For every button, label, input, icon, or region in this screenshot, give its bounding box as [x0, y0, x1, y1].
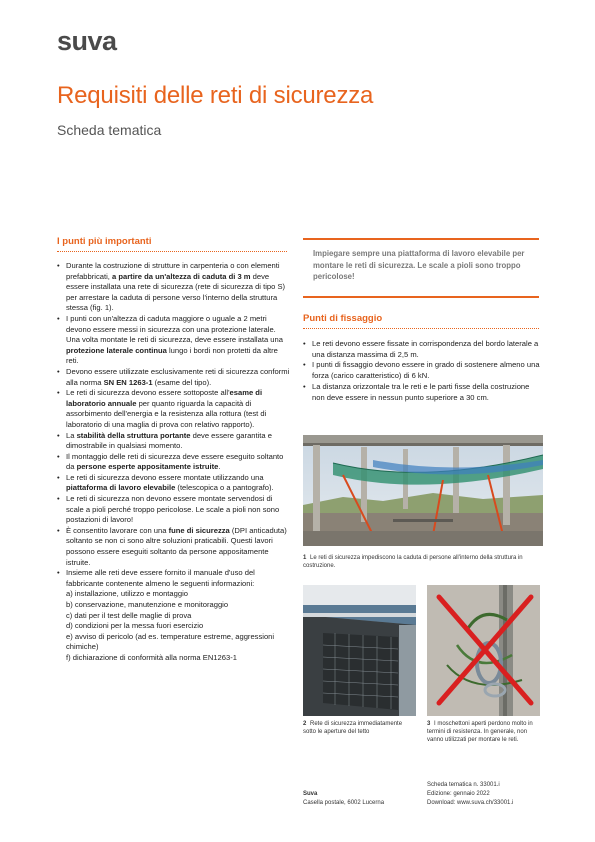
section-divider — [57, 251, 287, 252]
key-points-heading: I punti più importanti — [57, 236, 152, 247]
list-item: • Insieme alle reti deve essere fornito il manuale d'uso del fabbricante contenente almeno le seguenti informazioni: — [57, 568, 290, 589]
key-points-list — [57, 261, 290, 664]
sub-list-item: a) installazione, utilizzo e montaggio — [66, 589, 188, 599]
sub-list-item: d) condizioni per la messa fuori esercizio — [66, 621, 204, 631]
sub-list-item: b) conservazione, manutenzione e monitoraggio — [66, 600, 229, 609]
sub-list-item: e) avviso di pericolo (ad es. temperature estreme, aggressioni chimiche) — [66, 631, 275, 652]
list-item: • La distanza orizzontale tra le reti e le parti fisse della costruzione non deve essere in nessun punto superiore a 30 cm. — [303, 382, 543, 403]
list-item: • Durante la costruzione di strutture in carpenteria o con elementi prefabbricati, a partire da un'altezza di caduta di 3 m deve essere installata una rete di sicurezza (rete di sicurezza di tipo S) per arrestare la caduta di persone verso l'interno della struttura stessa (fig. 1). — [57, 261, 290, 314]
list-item: • Le reti di sicurezza non devono essere montate servendosi di scale a pioli perché troppo pericolose. Le scale a pioli non sono postazioni di lavoro! — [57, 494, 290, 526]
section-divider — [303, 328, 539, 329]
list-item: • La stabilità della struttura portante deve essere garantita e dimostrabile in qualsiasi momento. — [57, 431, 290, 452]
list-item: • Il montaggio delle reti di sicurezza deve essere eseguito soltanto da persone esperte appositamente istruite. — [57, 452, 290, 473]
list-item: • Le reti di sicurezza devono essere sottoposte all'esame di laboratorio annuale per quanto riguarda la capacità di assorbimento dell'energia e la resistenza alla rottura (test di laboratorio di una maglia di prova con relativo rapporto). — [57, 388, 290, 430]
figure-2-caption: 2 Rete di sicurezza immediatamente sotto le aperture del tetto — [303, 721, 403, 735]
carabiner-photo — [427, 585, 540, 716]
list-item: • I punti di fissaggio devono essere in grado di sostenere almeno una forza (carico caratteristico) di 6 kN. — [303, 360, 543, 381]
download-link[interactable]: Download: www.suva.ch/33001.i — [427, 800, 514, 806]
footer-postal: Casella postale, 6002 Lucerna — [303, 800, 385, 806]
footer-doc-info — [427, 781, 513, 808]
footer-address — [303, 790, 384, 808]
sub-list-item: c) dati per il test delle maglie di prova — [66, 610, 192, 620]
list-item: • Le reti di sicurezza devono essere montate utilizzando una piattaforma di lavoro elevabile (telescopica o a pantografo). — [57, 473, 290, 494]
list-item: • È consentito lavorare con una fune di sicurezza (DPI anticaduta) soltanto se non ci sono altre soluzioni praticabili. Questi lavori possono essere eseguiti soltanto da persone appositamente istruite. — [57, 526, 290, 568]
figure-3-caption: 3 I moschettoni aperti perdono molto in termini di resistenza. In generale, non vanno utilizzati per montare le reti. — [427, 721, 533, 743]
edition: Edizione: gennaio 2022 — [427, 791, 490, 797]
sub-list-item: f) dichiarazione di conformità alla norma EN1263-1 — [66, 652, 237, 662]
list-item: • Le reti devono essere fissate in corrispondenza del bordo laterale a una distanza massima di 2,5 m. — [303, 339, 543, 360]
warning-callout: Impiegare sempre una piattaforma di lavoro elevabile per montare le reti di sicurezza. Le scale a pioli sono troppo pericolose! — [303, 238, 539, 298]
page-subtitle: Scheda tematica — [57, 122, 162, 138]
doc-number: Scheda tematica n. 33001.i — [427, 782, 500, 788]
anchor-points-heading: Punti di fissaggio — [303, 313, 383, 324]
figure-1-caption: 1 Le reti di sicurezza impediscono la caduta di persone all'interno della struttura in costruzione. — [303, 555, 523, 569]
suva-logo: suva — [57, 26, 117, 56]
anchor-points-list — [303, 339, 543, 403]
construction-site-photo — [303, 435, 543, 546]
list-item: • I punti con un'altezza di caduta maggiore o uguale a 2 metri devono essere messi in sicurezza con una protezione laterale. Una volta montate le reti di sicurezza, deve essere installata una protezione laterale continua lungo i bordi non protetti da altre reti. — [57, 314, 290, 367]
list-item: • Devono essere utilizzate esclusivamente reti di sicurezza conformi alla norma SN EN 1263-1 (esame del tipo). — [57, 367, 290, 388]
roof-net-photo — [303, 585, 416, 716]
footer-org: Suva — [303, 791, 318, 797]
page-title: Requisiti delle reti di sicurezza — [57, 82, 374, 109]
